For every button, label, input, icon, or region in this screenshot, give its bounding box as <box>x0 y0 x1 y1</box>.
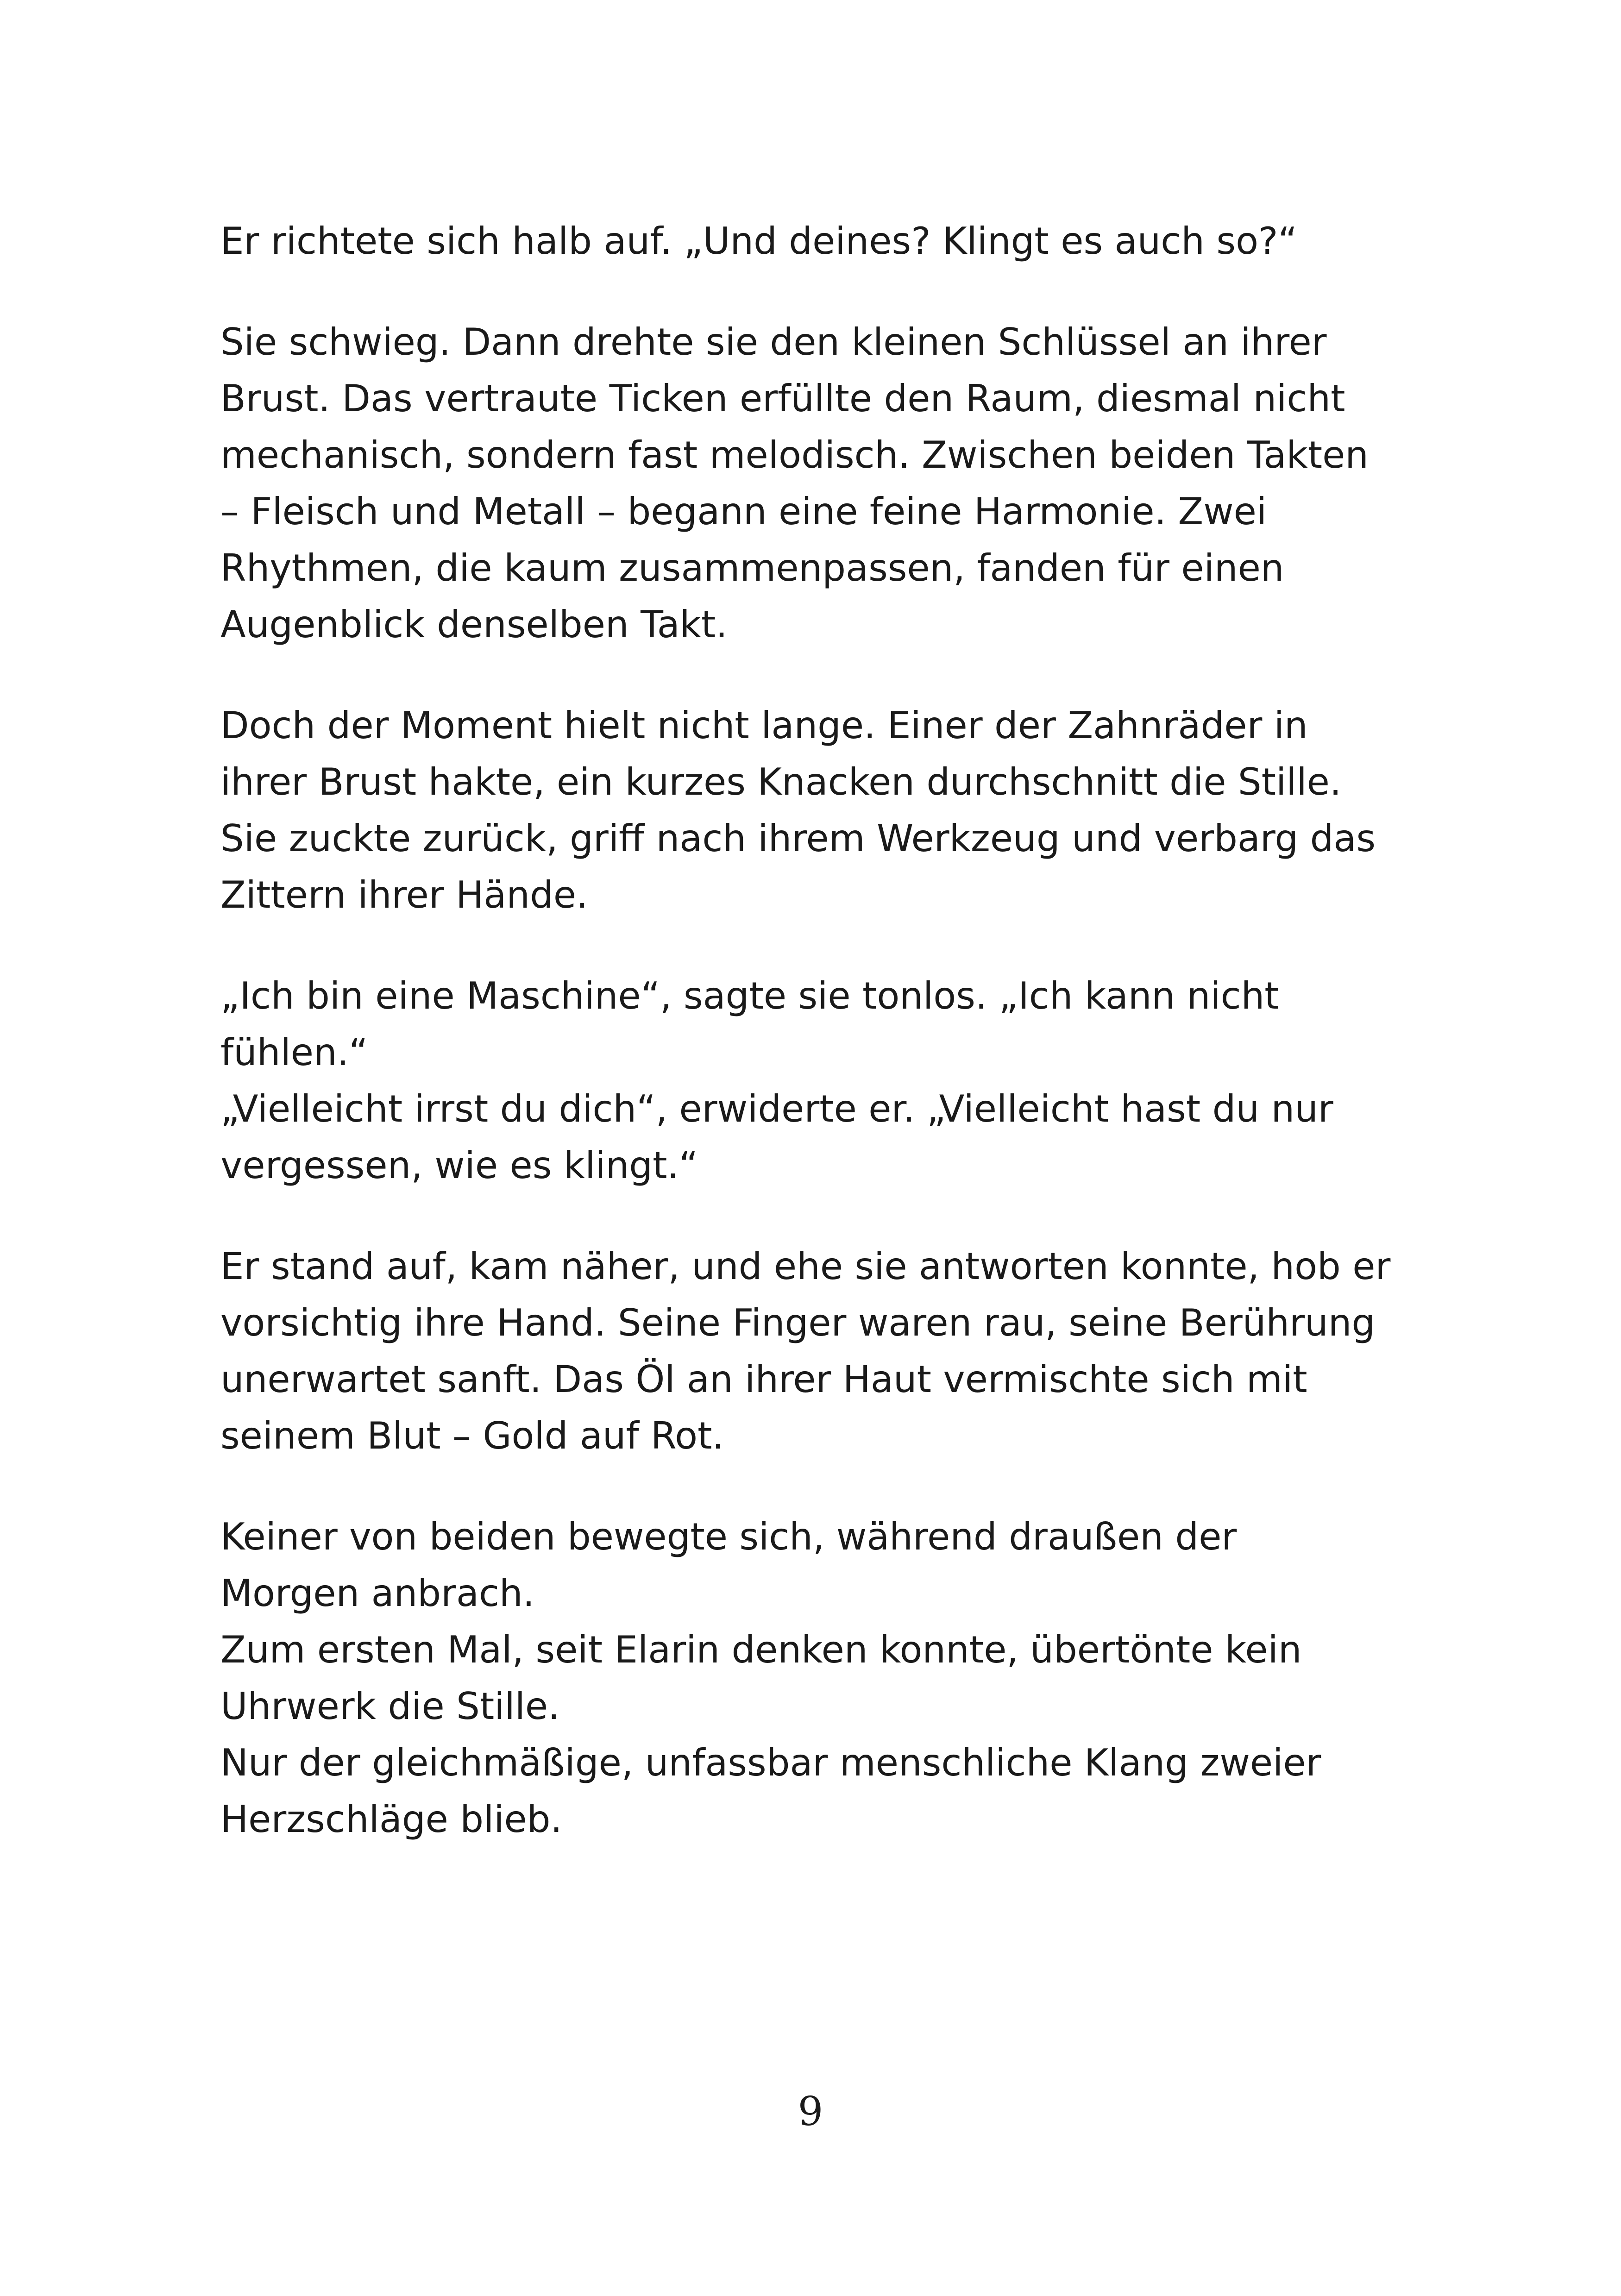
text-line: fühlen.“ <box>220 1031 368 1074</box>
text-line: „Vielleicht irrst du dich“, erwiderte er. „Vielleicht hast du nur <box>220 1087 1333 1130</box>
text-line: Sie zuckte zurück, griff nach ihrem Werkzeug und verbarg das <box>220 817 1376 860</box>
text-line: vergessen, wie es klingt.“ <box>220 1144 698 1187</box>
text-line: Keiner von beiden bewegte sich, während draußen der <box>220 1515 1237 1558</box>
text-line: Zum ersten Mal, seit Elarin denken konnte, übertönte kein <box>220 1628 1302 1671</box>
text-line: Er richtete sich halb auf. „Und deines? Klingt es auch so?“ <box>220 220 1297 263</box>
text-line: Nur der gleichmäßige, unfassbar menschliche Klang zweier <box>220 1741 1321 1784</box>
text-line: Uhrwerk die Stille. <box>220 1685 560 1728</box>
text-line: Morgen anbrach. <box>220 1572 535 1615</box>
paragraph-5 <box>220 1238 1434 1464</box>
text-line: Sie schwieg. Dann drehte sie den kleinen Schlüssel an ihrer <box>220 320 1327 364</box>
text-line: seinem Blut – Gold auf Rot. <box>220 1414 724 1457</box>
text-line: vorsichtig ihre Hand. Seine Finger waren rau, seine Berührung <box>220 1301 1376 1344</box>
text-line: Brust. Das vertraute Ticken erfüllte den Raum, diesmal nicht <box>220 377 1345 420</box>
text-line: Doch der Moment hielt nicht lange. Einer der Zahnräder in <box>220 704 1308 747</box>
paragraph-6 <box>220 1509 1434 1848</box>
page-number: 9 <box>798 2089 823 2135</box>
paragraph-2 <box>220 314 1434 653</box>
text-line: Zittern ihrer Hände. <box>220 873 588 916</box>
paragraph-3 <box>220 697 1434 923</box>
text-line: „Ich bin eine Maschine“, sagte sie tonlos. „Ich kann nicht <box>220 974 1279 1017</box>
text-line: mechanisch, sondern fast melodisch. Zwischen beiden Takten <box>220 433 1369 477</box>
text-line: Herzschläge blieb. <box>220 1798 562 1841</box>
text-line: ihrer Brust hakte, ein kurzes Knacken durchschnitt die Stille. <box>220 760 1342 803</box>
text-line: Rhythmen, die kaum zusammenpassen, fanden für einen <box>220 546 1284 590</box>
paragraph-4 <box>220 968 1434 1194</box>
paragraph-1 <box>220 213 1434 270</box>
text-line: Augenblick denselben Takt. <box>220 603 728 646</box>
text-line: – Fleisch und Metall – begann eine feine Harmonie. Zwei <box>220 490 1267 533</box>
text-line: Er stand auf, kam näher, und ehe sie antworten konnte, hob er <box>220 1245 1391 1288</box>
story-text <box>220 213 1434 1848</box>
text-line: unerwartet sanft. Das Öl an ihrer Haut vermischte sich mit <box>220 1358 1307 1401</box>
